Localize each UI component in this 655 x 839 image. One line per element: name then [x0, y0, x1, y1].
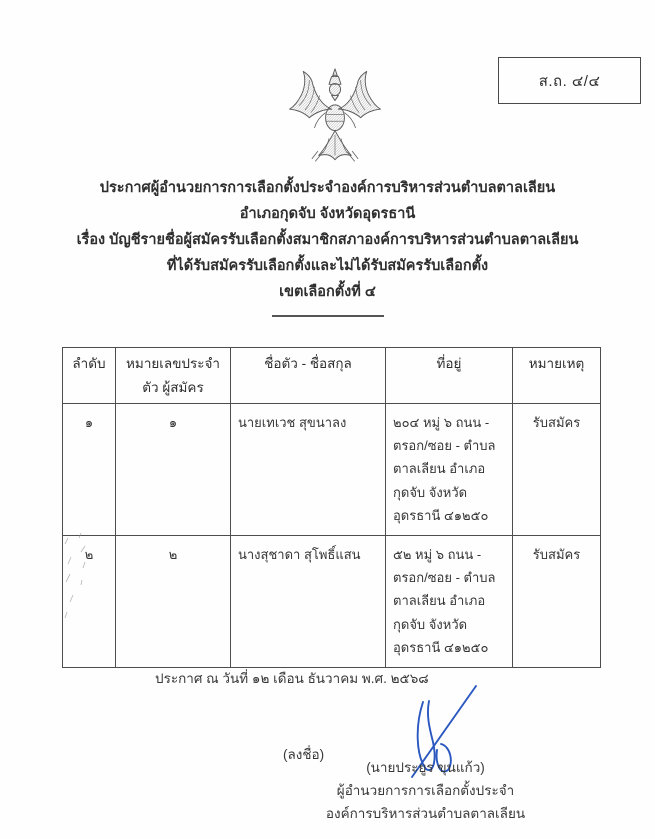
- candidate-address-cell: ๒๐๔ หมู่ ๖ ถนน - ตรอก/ซอย - ตำบล ตาลเลียน อำเภอ กุดจับ จังหวัด อุดรธานี ๔๑๒๕๐: [386, 403, 513, 535]
- header-order: ลำดับ: [63, 348, 116, 404]
- remark-cell: รับสมัคร: [513, 535, 601, 667]
- form-code-box: [498, 57, 641, 104]
- table-row: [63, 403, 601, 535]
- scan-artifact-marks: [57, 528, 109, 636]
- title-separator-line: [272, 315, 384, 317]
- sign-here-label: (ลงชื่อ): [283, 747, 325, 762]
- candidates-table: [62, 347, 601, 668]
- candidate-name-cell: นายเทเวช สุขนาลง: [231, 403, 386, 535]
- candidate-address-cell: ๕๒ หมู่ ๖ ถนน - ตรอก/ซอย - ตำบล ตาลเลียน อำเภอ กุดจับ จังหวัด อุดรธานี ๔๑๒๕๐: [386, 535, 513, 667]
- signer-block: [298, 760, 553, 829]
- candidate-name-cell: นางสุชาดา สุโพธิ์แสน: [231, 535, 386, 667]
- title-line-4: ที่ได้รับสมัครรับเลือกตั้งและไม่ได้รับสมัครรับเลือกตั้ง: [166, 258, 489, 274]
- title-line-3: เรื่อง บัญชีรายชื่อผู้สมัครรับเลือกตั้งสมาชิกสภาองค์การบริหารส่วนตำบลตาลเลียน: [76, 232, 579, 248]
- announcement-title-block: [0, 180, 655, 317]
- candidate-number-cell: ๒: [116, 535, 231, 667]
- title-line-1: ประกาศผู้อำนวยการการเลือกตั้งประจำองค์การบริหารส่วนตำบลตาลเลียน: [99, 180, 556, 196]
- candidates-table-body: [63, 403, 601, 667]
- header-name: ชื่อตัว - ชื่อสกุล: [231, 348, 386, 404]
- order-cell: ๒: [63, 535, 116, 667]
- garuda-emblem-icon: [283, 68, 387, 176]
- order-cell: ๑: [63, 403, 116, 535]
- signer-name: (นายประยูร ขุนแก้ว): [366, 760, 485, 775]
- announcement-date: ประกาศ ณ วันที่ ๑๒ เดือน ธันวาคม พ.ศ. ๒๕๖๘: [155, 671, 429, 686]
- title-line-5: เขตเลือกตั้งที่ ๔: [279, 284, 376, 300]
- header-candidate-number: หมายเลขประจำตัว ผู้สมัคร: [116, 348, 231, 404]
- form-code-text: ส.ถ. ๔/๔: [538, 72, 601, 90]
- title-line-2: อำเภอกุดจับ จังหวัดอุดรธานี: [239, 206, 416, 222]
- header-remark: หมายเหตุ: [513, 348, 601, 404]
- table-row: [63, 535, 601, 667]
- signer-title: ผู้อำนวยการการเลือกตั้งประจำ: [336, 783, 515, 798]
- candidate-number-cell: ๑: [116, 403, 231, 535]
- table-header-row: [63, 348, 601, 404]
- header-address: ที่อยู่: [386, 348, 513, 404]
- remark-cell: รับสมัคร: [513, 403, 601, 535]
- signer-organization: องค์การบริหารส่วนตำบลตาลเลียน: [325, 806, 526, 821]
